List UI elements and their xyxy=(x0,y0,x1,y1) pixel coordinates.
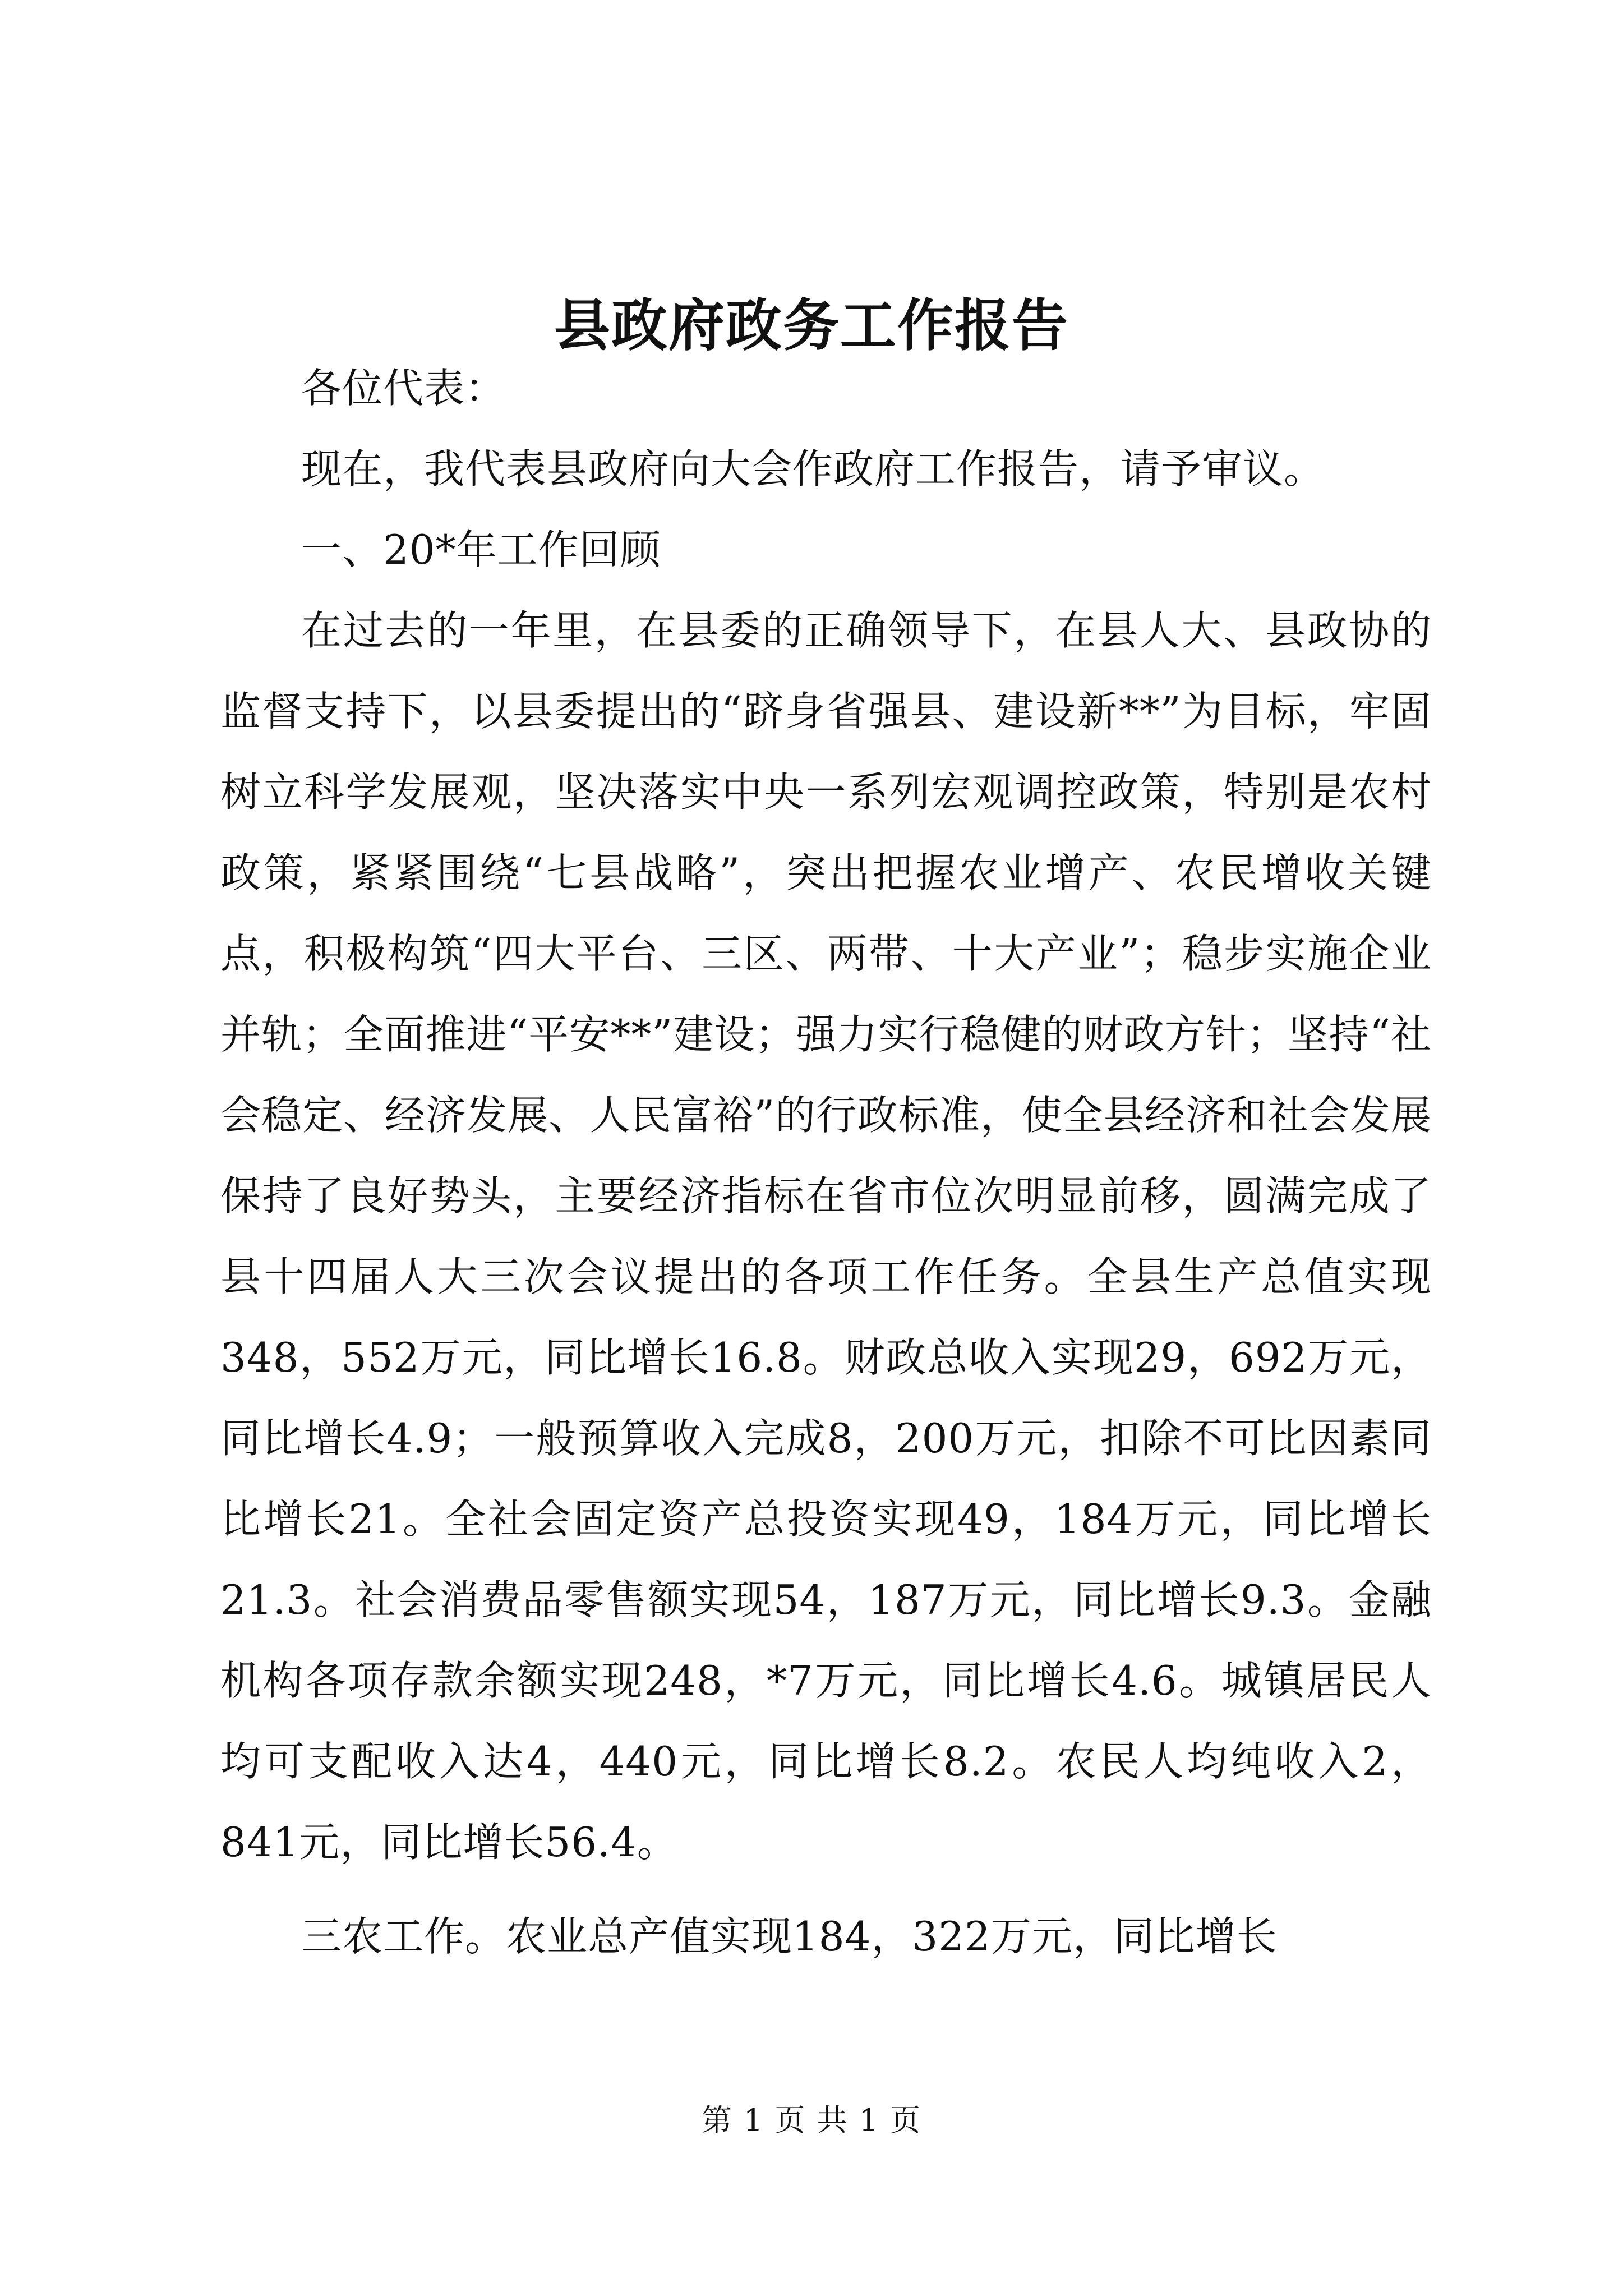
section-heading: 一、20*年工作回顾 xyxy=(301,526,661,573)
salutation-paragraph: 各位代表： xyxy=(301,365,506,412)
document-body xyxy=(220,348,1432,1977)
document-title: 县政府政务工作报告 xyxy=(554,292,1069,358)
agriculture-paragraph: 三农工作。农业总产值实现184，322万元，同比增长 xyxy=(301,1913,1278,1960)
opening-paragraph: 现在，我代表县政府向大会作政府工作报告，请予审议。 xyxy=(301,445,1325,493)
page-footer: 第 1 页 共 1 页 xyxy=(701,2102,922,2138)
review-paragraph: 在过去的一年里，在县委的正确领导下，在县人大、县政协的监督支持下，以县委提出的“跻身省强县、建设新**”为目标，牢固树立科学发展观，坚决落实中央一系列宏观调控政策，特别是农村政策，紧紧围绕“七县战略”，突出把握农业增产、农民增收关键点，积极构筑“四大平台、三区、两带、十大产业”；稳步实施企业并轨；全面推进“平安**”建设；强力实行稳健的财政方针；坚持“社会稳定、经济发展、人民富裕”的行政标准，使全县经济和社会发展保持了良好势头，主要经济指标在省市位次明显前移，圆满完成了县十四届人大三次会议提出的各项工作任务。全县生产总值实现348，552万元，同比增长16.8。财政总收入实现29，692万元，同比增长4.9；一般预算收入完成8，200万元，扣除不可比因素同比增长21。全社会固定资产总投资实现49，184万元，同比增长21.3。社会消费品零售额实现54，187万元，同比增长9.3。金融机构各项存款余额实现248，*7万元，同比增长4.6。城镇居民人均可支配收入达4，440元，同比增长8.2。农民人均纯收入2，841元，同比增长56.4。 xyxy=(220,607,1432,1866)
